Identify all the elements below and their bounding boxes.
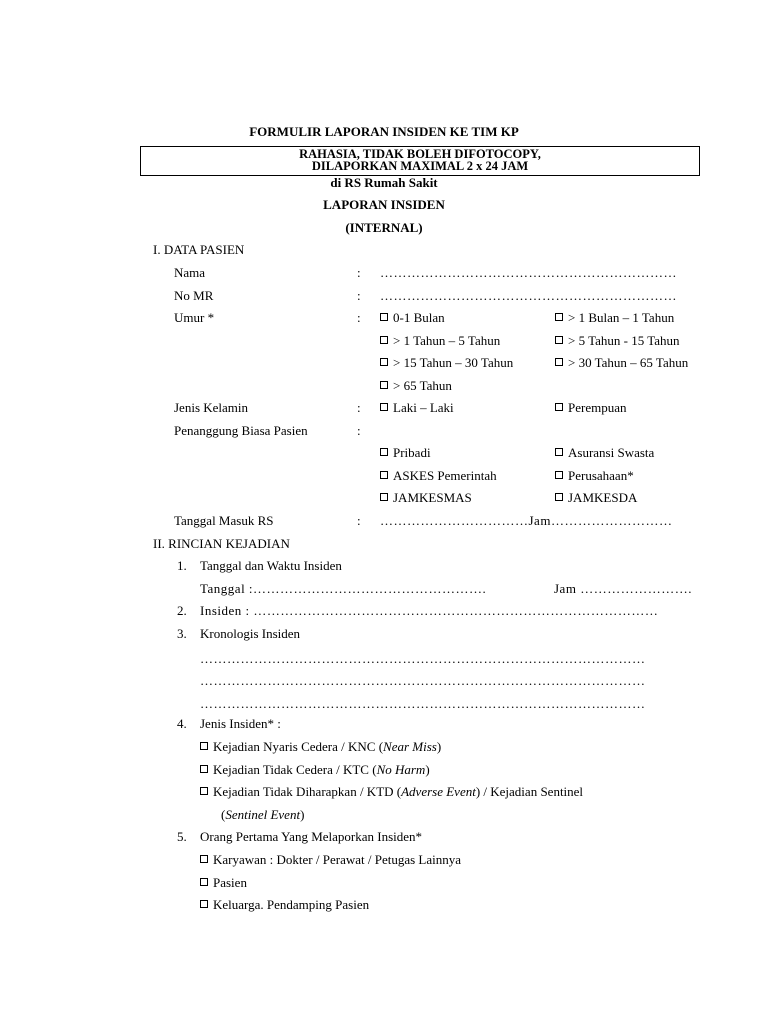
checkbox-icon[interactable] xyxy=(555,336,563,344)
jk-option[interactable]: Laki – Laki xyxy=(380,400,454,416)
umur-option[interactable]: > 1 Tahun – 5 Tahun xyxy=(380,333,500,349)
form-title: FORMULIR LAPORAN INSIDEN KE TIM KP xyxy=(249,124,519,139)
report-type: (INTERNAL) xyxy=(345,220,423,235)
report-title: LAPORAN INSIDEN xyxy=(323,197,445,212)
checkbox-icon[interactable] xyxy=(380,381,388,389)
kronologis-line[interactable]: ……………………………………………………………………………………… xyxy=(200,673,646,688)
jenis-insiden-option[interactable]: Kejadian Tidak Cedera / KTC (No Harm) xyxy=(200,762,430,778)
kronologis-line[interactable]: ……………………………………………………………………………………… xyxy=(200,651,646,666)
section-2-heading: II. RINCIAN KEJADIAN xyxy=(153,536,290,551)
item-number: 2. xyxy=(177,603,187,618)
checkbox-icon[interactable] xyxy=(555,358,563,366)
tanggal-insiden-field[interactable]: Tanggal :……………………………………………. xyxy=(200,581,487,596)
penanggung-option[interactable]: JAMKESDA xyxy=(555,490,637,506)
jenis-insiden-label: Jenis Insiden* : xyxy=(200,716,281,731)
kronologis-label: Kronologis Insiden xyxy=(200,626,301,641)
penanggung-option[interactable]: ASKES Pemerintah xyxy=(380,468,497,484)
jenis-insiden-option[interactable]: Kejadian Nyaris Cedera / KNC (Near Miss) xyxy=(200,739,441,755)
checkbox-icon[interactable] xyxy=(200,900,208,908)
checkbox-icon[interactable] xyxy=(380,313,388,321)
nomr-label: No MR xyxy=(174,288,214,303)
notice-line-1: RAHASIA, TIDAK BOLEH DIFOTOCOPY, xyxy=(299,147,541,161)
section-1-heading: I. DATA PASIEN xyxy=(153,242,245,257)
checkbox-icon[interactable] xyxy=(380,493,388,501)
colon: : xyxy=(357,265,361,280)
colon: : xyxy=(357,513,361,528)
jenis-insiden-option[interactable]: Kejadian Tidak Diharapkan / KTD (Adverse Event) / Kejadian Sentinel xyxy=(200,784,583,800)
insiden-field[interactable]: Insiden : ……………………………………………………………………………… xyxy=(200,603,659,618)
umur-option[interactable]: 0-1 Bulan xyxy=(380,310,445,326)
notice-line-2: DILAPORKAN MAXIMAL 2 x 24 JAM xyxy=(311,159,529,173)
checkbox-icon[interactable] xyxy=(555,403,563,411)
umur-label: Umur * xyxy=(174,310,215,325)
nomr-field[interactable]: ………………………………………………………… xyxy=(380,288,677,303)
checkbox-icon[interactable] xyxy=(200,855,208,863)
umur-option[interactable]: > 65 Tahun xyxy=(380,378,452,394)
checkbox-icon[interactable] xyxy=(200,742,208,750)
checkbox-icon[interactable] xyxy=(380,403,388,411)
item-number: 4. xyxy=(177,716,187,731)
umur-option[interactable]: > 15 Tahun – 30 Tahun xyxy=(380,355,513,371)
kronologis-line[interactable]: ……………………………………………………………………………………… xyxy=(200,696,646,711)
item-number: 5. xyxy=(177,829,187,844)
item-number: 3. xyxy=(177,626,187,641)
checkbox-icon[interactable] xyxy=(555,313,563,321)
jenis-kelamin-label: Jenis Kelamin xyxy=(174,400,249,415)
penanggung-label: Penanggung Biasa Pasien xyxy=(174,423,308,438)
pelapor-option[interactable]: Karyawan : Dokter / Perawat / Petugas Lainnya xyxy=(200,852,461,868)
penanggung-option[interactable]: JAMKESMAS xyxy=(380,490,472,506)
checkbox-icon[interactable] xyxy=(200,787,208,795)
penanggung-option[interactable]: Pribadi xyxy=(380,445,431,461)
item-number: 1. xyxy=(177,558,187,573)
checkbox-icon[interactable] xyxy=(200,878,208,886)
umur-option[interactable]: > 1 Bulan – 1 Tahun xyxy=(555,310,674,326)
colon: : xyxy=(357,400,361,415)
jk-option[interactable]: Perempuan xyxy=(555,400,626,416)
checkbox-icon[interactable] xyxy=(200,765,208,773)
checkbox-icon[interactable] xyxy=(555,448,563,456)
tanggal-masuk-label: Tanggal Masuk RS xyxy=(174,513,274,528)
checkbox-icon[interactable] xyxy=(555,471,563,479)
penanggung-option[interactable]: Asuransi Swasta xyxy=(555,445,654,461)
jam-insiden-field[interactable]: Jam ……………………. xyxy=(554,581,692,596)
pelapor-option[interactable]: Pasien xyxy=(200,875,247,891)
colon: : xyxy=(357,423,361,438)
hospital-location: di RS Rumah Sakit xyxy=(330,175,438,190)
nama-label: Nama xyxy=(174,265,206,280)
umur-option[interactable]: > 30 Tahun – 65 Tahun xyxy=(555,355,688,371)
colon: : xyxy=(357,310,361,325)
nama-field[interactable]: ………………………………………………………… xyxy=(380,265,677,280)
tanggal-masuk-field[interactable]: ……………………………Jam……………………… xyxy=(380,513,673,528)
checkbox-icon[interactable] xyxy=(380,448,388,456)
confidential-notice-box xyxy=(140,146,700,176)
checkbox-icon[interactable] xyxy=(380,336,388,344)
checkbox-icon[interactable] xyxy=(380,471,388,479)
sentinel-event-continuation: (Sentinel Event) xyxy=(221,807,305,822)
colon: : xyxy=(357,288,361,303)
checkbox-icon[interactable] xyxy=(555,493,563,501)
umur-option[interactable]: > 5 Tahun - 15 Tahun xyxy=(555,333,680,349)
tanggal-waktu-label: Tanggal dan Waktu Insiden xyxy=(200,558,342,573)
checkbox-icon[interactable] xyxy=(380,358,388,366)
pelapor-label: Orang Pertama Yang Melaporkan Insiden* xyxy=(200,829,423,844)
pelapor-option[interactable]: Keluarga. Pendamping Pasien xyxy=(200,897,369,913)
penanggung-option[interactable]: Perusahaan* xyxy=(555,468,634,484)
